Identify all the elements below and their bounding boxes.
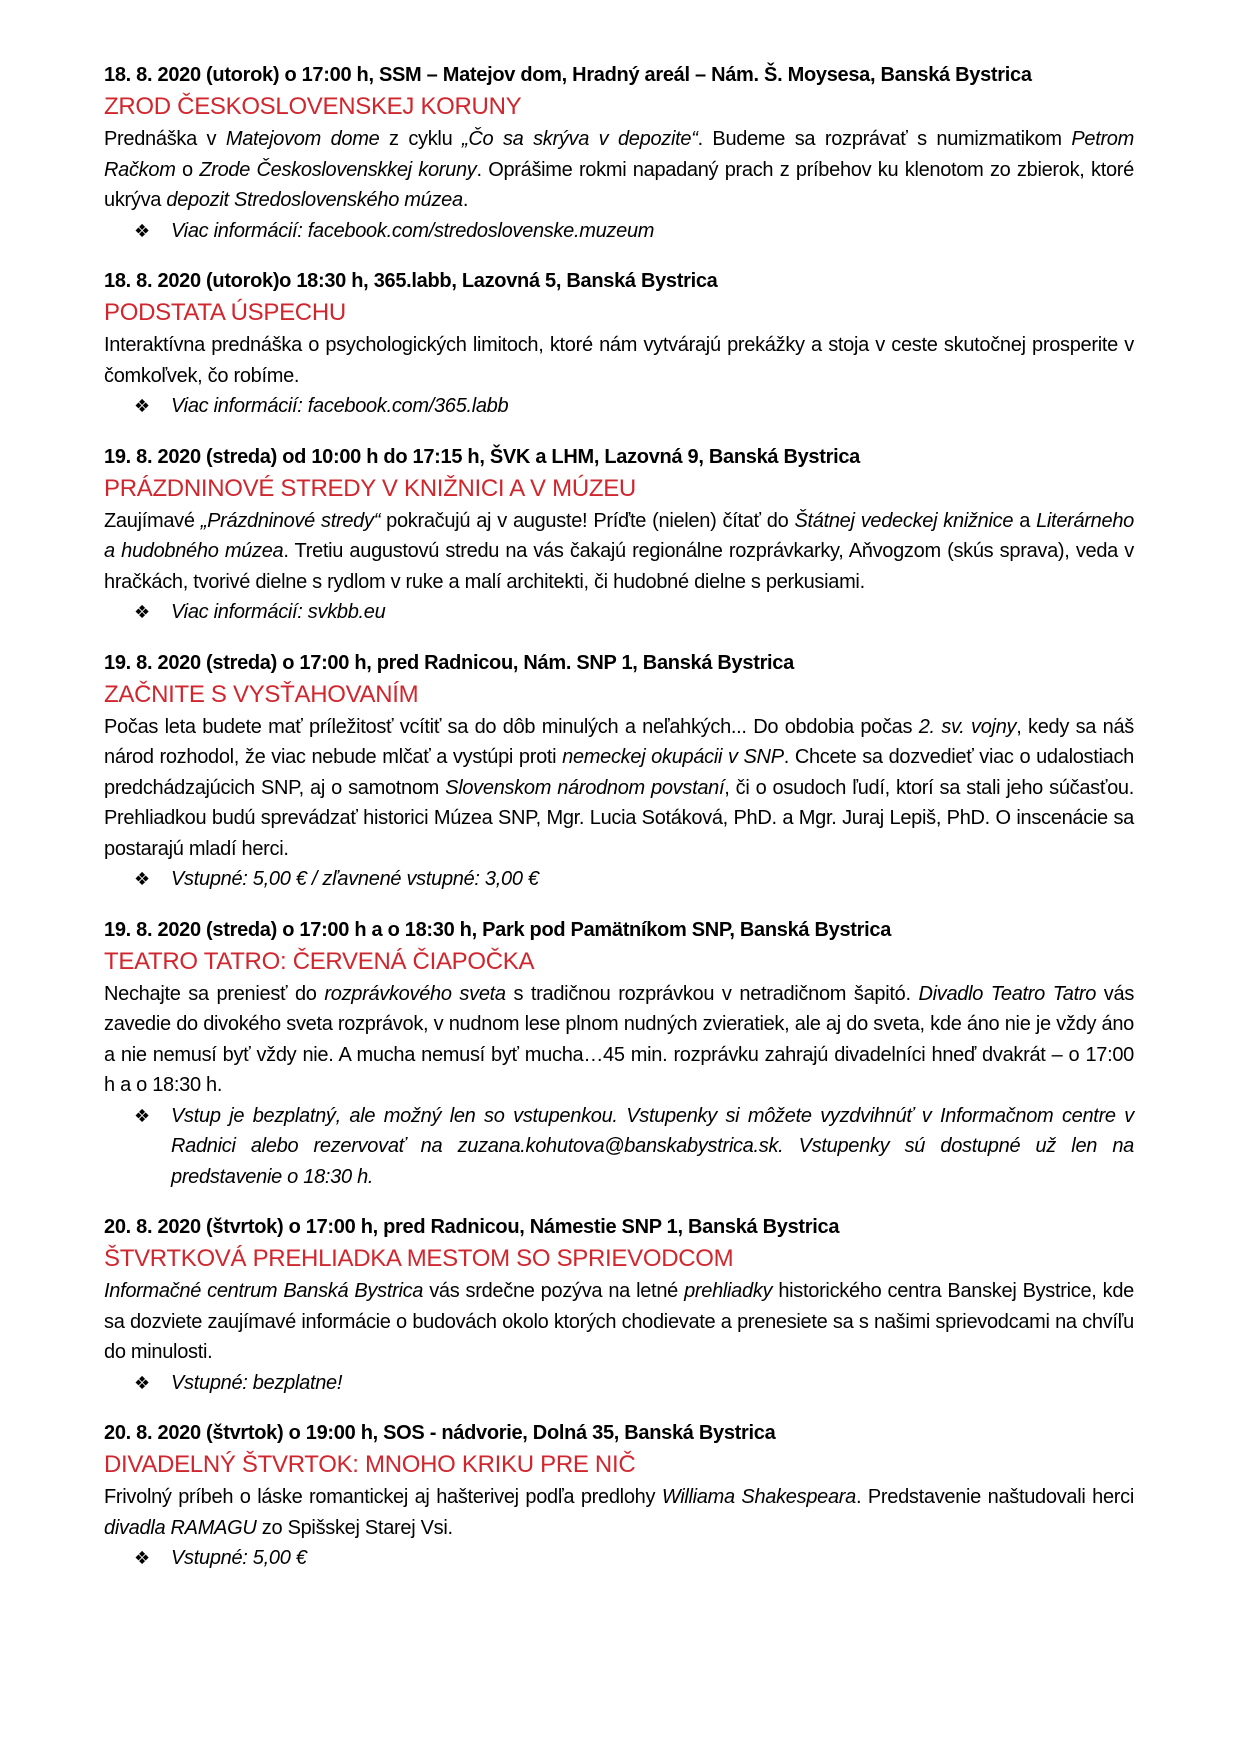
event-entry <box>104 1212 1134 1398</box>
info-bullet <box>104 1101 1134 1193</box>
emphasis-text: Literárneho a hudobného múzea <box>104 509 1134 562</box>
event-title: DIVADELNÝ ŠTVRTOK: MNOHO KRIKU PRE NIČ <box>104 1451 636 1478</box>
event-title: ZROD ČESKOSLOVENSKEJ KORUNY <box>104 93 522 120</box>
description-text: , kedy sa náš národ rozhodol, že viac nebude mlčať a vystúpi proti <box>104 715 1134 768</box>
description-text: . Chcete sa dozvedieť viac o udalostiach predchádzajúcich SNP, aj o samotnom <box>104 746 1134 799</box>
description-text: Interaktívna prednáška o psychologických limitoch, ktoré nám vytvárajú prekážky a stoja v ceste skutočnej prosperite v čomkoľvek, čo robíme. <box>104 334 1134 387</box>
description-text: . Budeme sa rozprávať s numizmatikom <box>697 128 1072 150</box>
info-bullet <box>104 391 1134 422</box>
description-text: . Tretiu augustovú stredu na vás čakajú regionálne rozprávkarky, Aňvogzom (skús sprava), veda v hračkách, tvorivé dielne s rydlom v ruke a malí architekti, či hudobné dielne s perkusiami. <box>104 540 1134 593</box>
emphasis-text: Williama Shakespeara <box>661 1486 856 1508</box>
event-entry <box>104 1418 1134 1574</box>
info-bullet-text[interactable]: Vstup je bezplatný, ale možný len so vstupenkou. Vstupenky si môžete vyzdvihnúť v Informačnom centre v Radnici alebo rezervovať na zuzana.kohutova@banskabystrica.sk. Vstupenky sú dostupné už len na predstavenie o 18:30 h. <box>171 1104 1134 1188</box>
emphasis-text: „Prázdninové stredy“ <box>200 509 381 532</box>
emphasis-text: divadla RAMAGU <box>104 1516 257 1539</box>
diamond-bullet-icon: ❖ <box>134 602 150 622</box>
emphasis-text: prehliadky <box>684 1280 773 1302</box>
emphasis-text: depozit Stredoslovenského múzea <box>166 189 463 211</box>
emphasis-text: „Čo sa skrýva v depozite“ <box>462 128 698 150</box>
emphasis-text: Matejovom dome <box>225 128 380 150</box>
event-title: ŠTVRTKOVÁ PREHLIADKA MESTOM SO SPRIEVODCOM <box>104 1245 734 1272</box>
event-info-list <box>104 864 1134 895</box>
event-title: ZAČNITE S VYSŤAHOVANÍM <box>104 680 419 708</box>
info-bullet <box>104 216 1134 247</box>
diamond-bullet-icon: ❖ <box>134 220 150 241</box>
emphasis-text: Štátnej vedeckej knižnice <box>794 509 1014 532</box>
event-info-list <box>104 1101 1134 1193</box>
description-text: Prednáška v <box>104 128 226 150</box>
event-description <box>104 1482 1134 1543</box>
event-info-list <box>104 216 1134 247</box>
description-text: Zaujímavé <box>104 509 201 532</box>
event-date-venue: 19. 8. 2020 (streda) o 17:00 h a o 18:30 h, Park pod Pamätníkom SNP, Banská Bystrica <box>104 918 892 941</box>
event-date-venue: 19. 8. 2020 (streda) od 10:00 h do 17:15 h, ŠVK a LHM, Lazovná 9, Banská Bystrica <box>104 445 861 468</box>
emphasis-text: Zrode Československkej koruny <box>199 158 477 181</box>
description-text: o <box>175 158 200 181</box>
event-date-venue: 20. 8. 2020 (štvrtok) o 19:00 h, SOS - nádvorie, Dolná 35, Banská Bystrica <box>104 1422 776 1444</box>
event-description <box>104 712 1134 865</box>
info-bullet <box>104 597 1134 628</box>
info-bullet-text: Vstupné: 5,00 € / zľavnené vstupné: 3,00 € <box>171 868 539 890</box>
info-bullet-text: Vstupné: bezplatne! <box>171 1371 343 1394</box>
event-entry <box>104 915 1134 1193</box>
emphasis-text: 2. sv. vojny <box>918 715 1017 738</box>
event-entry <box>104 266 1134 422</box>
info-bullet-text[interactable]: Viac informácií: facebook.com/stredoslovenske.muzeum <box>171 219 655 242</box>
description-text: vás srdečne pozýva na letné <box>423 1280 685 1302</box>
emphasis-text: Divadlo Teatro Tatro <box>918 982 1097 1005</box>
event-description <box>104 1276 1134 1368</box>
info-bullet-text[interactable]: Viac informácií: facebook.com/365.labb <box>171 395 509 417</box>
description-text: Nechajte sa preniesť do <box>104 982 325 1005</box>
description-text: vás zavedie do divokého sveta rozprávok, v nudnom lese plnom nudných zvieratiek, ale aj do sveta, kde áno nie je vždy áno a nie nemusí byť vždy nie. A mucha nemusí byť mucha…45 min. rozprávku zahrajú divadelníci hneď dvakrát – o 17:00 h a o 18:30 h. <box>104 982 1135 1096</box>
event-description <box>104 506 1134 598</box>
description-text: z cyklu <box>379 128 463 150</box>
event-info-list <box>104 1368 1134 1399</box>
description-text: s tradičnou rozprávkou v netradičnom šapitó. <box>505 982 919 1005</box>
description-text: historického centra Banskej Bystrice, kde sa dozviete zaujímavé informácie o budovách okolo ktorých chodievate a prenesiete sa s našimi sprievodcami na chvíľu do minulosti. <box>104 1280 1134 1363</box>
description-text: a <box>1013 509 1037 532</box>
event-date-venue: 18. 8. 2020 (utorok) o 17:00 h, SSM – Matejov dom, Hradný areál – Nám. Š. Moysesa, Banská Bystrica <box>104 64 1032 86</box>
description-text: , či o osudoch ľudí, ktorí sa stali jeho súčasťou. Prehliadkou budú sprevádzať historici Múzea SNP, Mgr. Lucia Sotáková, PhD. a Mgr. Juraj Lepiš, PhD. O inscenácie sa postarajú mladí herci. <box>104 776 1134 860</box>
emphasis-text: Slovenskom národnom povstaní <box>445 776 725 799</box>
diamond-bullet-icon: ❖ <box>134 1105 150 1126</box>
events-list <box>104 60 1134 1594</box>
description-text: . Oprášime rokmi napadaný prach z príbehov ku klenotom zo zbierok, ktoré ukrýva <box>104 158 1134 211</box>
info-bullet <box>104 864 1134 895</box>
event-title: TEATRO TATRO: ČERVENÁ ČIAPOČKA <box>104 947 535 975</box>
event-info-list <box>104 391 1134 422</box>
description-text: Počas leta budete mať príležitosť vcítiť sa do dôb minulých a neľahkých... Do obdobia počas <box>104 715 919 738</box>
diamond-bullet-icon: ❖ <box>134 396 150 416</box>
description-text: Frivolný príbeh o láske romantickej aj hašterivej podľa predlohy <box>104 1486 662 1508</box>
diamond-bullet-icon: ❖ <box>134 1548 150 1568</box>
description-text: pokračujú aj v auguste! Príďte (nielen) čítať do <box>380 509 795 532</box>
description-text: . Predstavenie naštudovali herci <box>855 1486 1134 1508</box>
emphasis-text: Petrom Račkom <box>104 128 1134 181</box>
event-date-venue: 18. 8. 2020 (utorok)o 18:30 h, 365.labb, Lazovná 5, Banská Bystrica <box>104 270 718 292</box>
event-date-venue: 20. 8. 2020 (štvrtok) o 17:00 h, pred Radnicou, Námestie SNP 1, Banská Bystrica <box>104 1216 840 1238</box>
diamond-bullet-icon: ❖ <box>134 869 150 889</box>
description-text: zo Spišskej Starej Vsi. <box>256 1516 453 1539</box>
event-date-venue: 19. 8. 2020 (streda) o 17:00 h, pred Radnicou, Nám. SNP 1, Banská Bystrica <box>104 651 794 674</box>
event-info-list <box>104 1543 1134 1574</box>
event-entry <box>104 648 1134 895</box>
diamond-bullet-icon: ❖ <box>134 1372 150 1393</box>
info-bullet <box>104 1543 1134 1574</box>
event-title: PRÁZDNINOVÉ STREDY V KNIŽNICI A V MÚZEU <box>104 474 636 502</box>
event-title: PODSTATA ÚSPECHU <box>104 299 346 326</box>
event-description <box>104 979 1134 1101</box>
emphasis-text: Informačné centrum Banská Bystrica <box>104 1280 424 1302</box>
info-bullet-text[interactable]: Viac informácií: svkbb.eu <box>171 601 386 623</box>
info-bullet-text: Vstupné: 5,00 € <box>171 1547 307 1569</box>
description-text: . <box>462 189 469 211</box>
event-description <box>104 330 1134 391</box>
event-description <box>104 124 1134 216</box>
info-bullet <box>104 1368 1134 1399</box>
emphasis-text: rozprávkového sveta <box>324 982 506 1005</box>
event-entry <box>104 442 1134 628</box>
event-entry <box>104 60 1134 246</box>
emphasis-text: nemeckej okupácii v SNP <box>562 746 784 768</box>
event-info-list <box>104 597 1134 628</box>
